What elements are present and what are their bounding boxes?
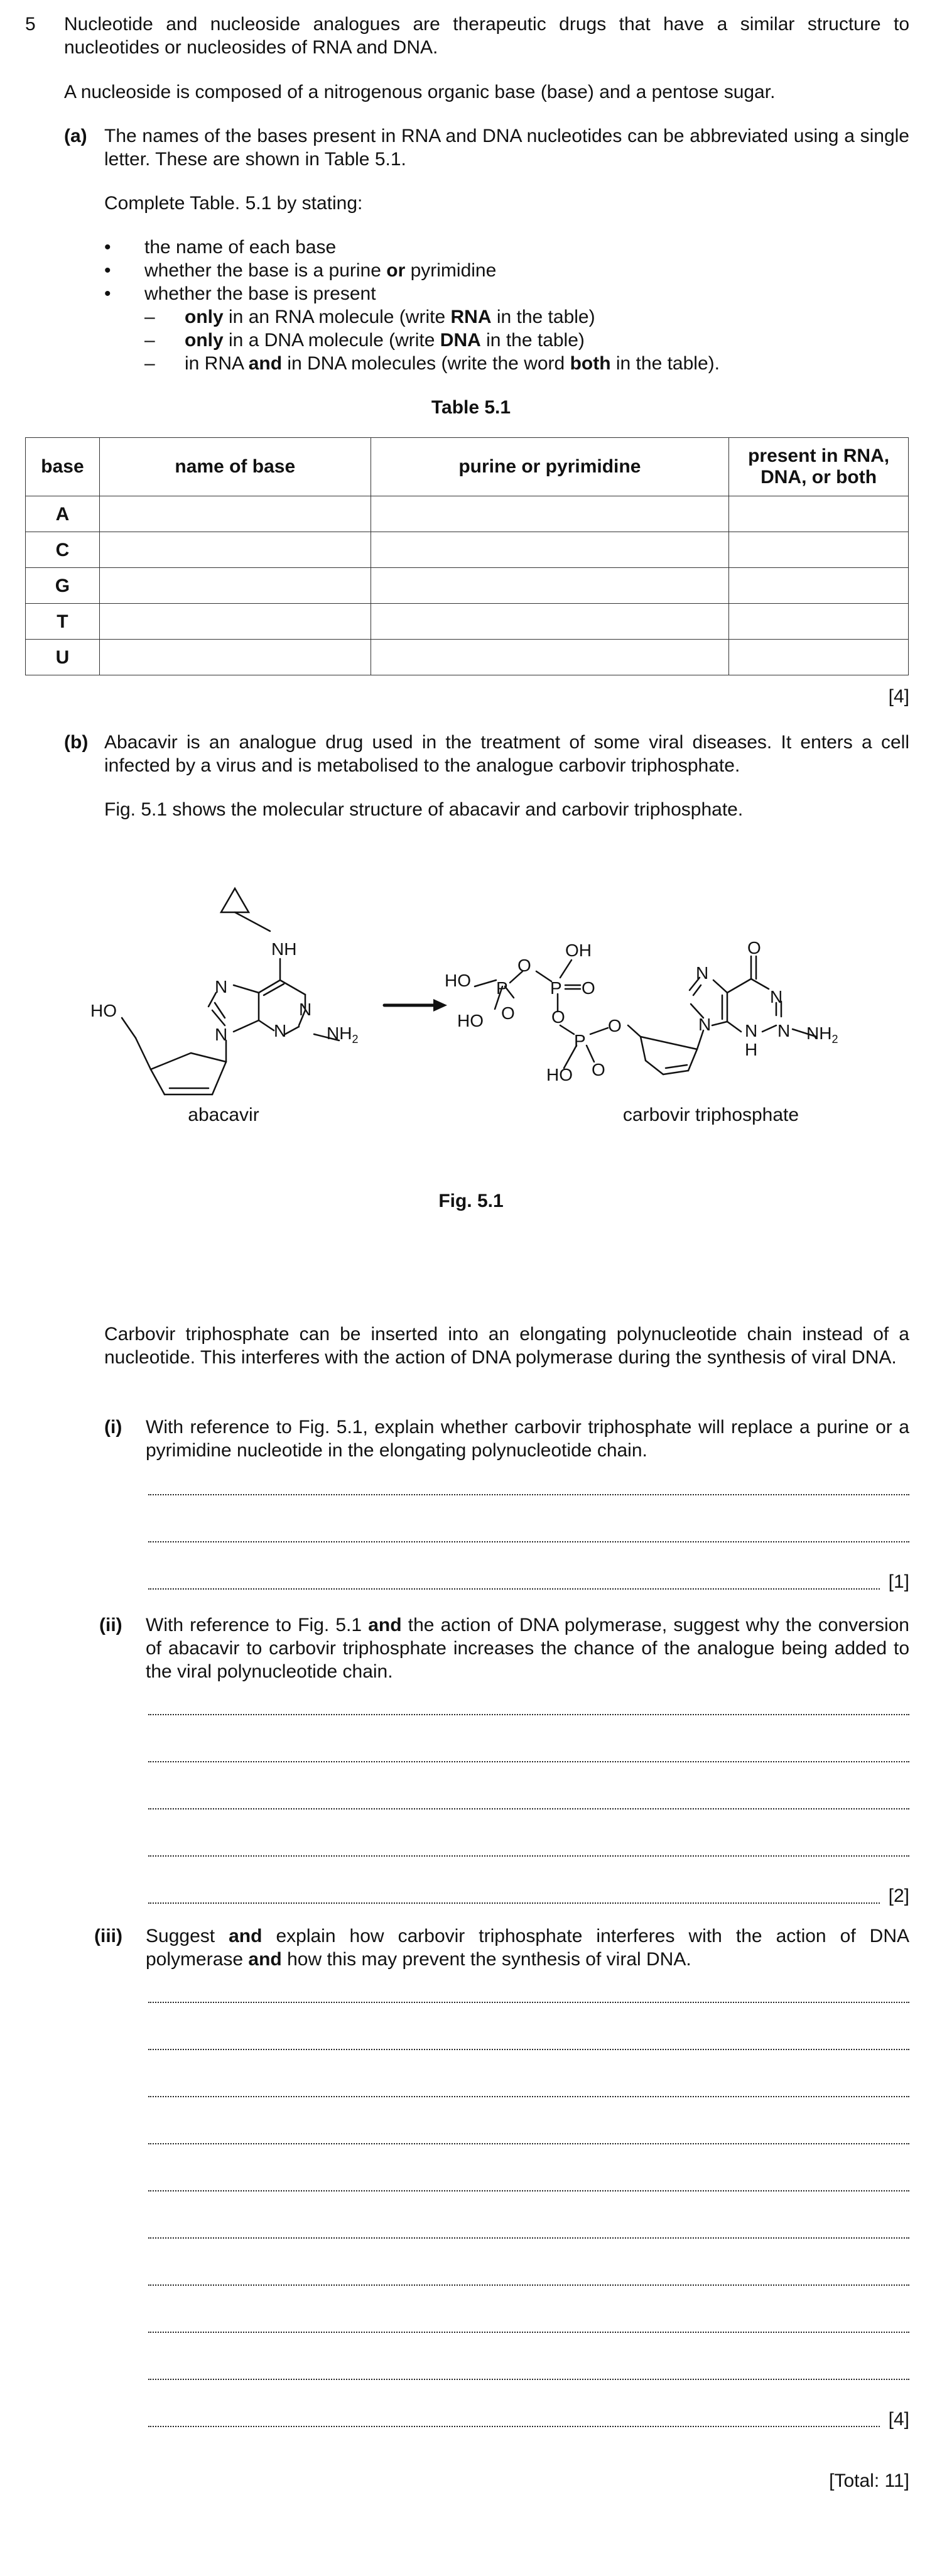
part-a-text: The names of the bases present in RNA and DNA nucleotides can be abbreviated using a single letter. These are shown in Table 5.1. [104,126,909,170]
label-p: P [550,978,562,998]
answer-cell[interactable] [371,496,729,532]
fig-ref-text: Fig. 5.1 shows the molecular structure of abacavir and carbovir triphosphate. [104,799,744,820]
answer-line[interactable] [148,2071,909,2097]
part-a-label: (a) [64,126,87,146]
label-n: N [215,977,228,996]
table-row [26,496,909,532]
answer-cell[interactable] [99,640,371,675]
label-n: N [299,1000,312,1019]
cyclopropyl-ring [221,888,249,912]
label-o: O [517,956,531,975]
answer-row [148,2401,909,2432]
base-cell: A [26,496,100,532]
label-o: O [747,938,761,958]
dash-dna: – only in a DNA molecule (write DNA in the table) [144,329,909,352]
table-row [26,604,909,640]
table-row [26,532,909,568]
table-row [26,640,909,675]
answer-area-i [148,1469,909,1615]
label-ho: HO [546,1065,573,1084]
label-o: O [551,1007,565,1027]
answer-cell[interactable] [371,532,729,568]
answer-cell[interactable] [99,496,371,532]
instruction-bullets [104,236,909,305]
part-b-ii-text: With reference to Fig. 5.1 and the action of DNA polymerase, suggest why the conversion of abacavir to carbovir triphosphate increases the chance of the analogue being added to the viral polynucleotide chain. [146,1615,909,1682]
label-n: N [777,1021,791,1040]
answer-line[interactable] [148,2024,909,2050]
header-present: present in RNA, DNA, or both [729,438,909,496]
label-nh: NH [271,939,297,959]
header-base: base [26,438,100,496]
part-a-instruction: Complete Table. 5.1 by stating: [104,193,363,214]
label-o: O [592,1060,605,1079]
label-n: N [215,1025,228,1044]
bullet-name: • the name of each base [104,236,909,259]
marks-ii: [2] [888,1886,909,1906]
instruction-dashes [144,305,909,375]
answer-line[interactable] [148,2212,909,2239]
answer-cell[interactable] [729,604,909,640]
answer-cell[interactable] [99,604,371,640]
answer-line[interactable] [148,2306,909,2333]
bullet-purine: • whether the base is a purine or pyrimidine [104,259,909,282]
label-h: H [745,1040,758,1059]
label-n: N [698,1015,712,1034]
intro-nucleoside: A nucleoside is composed of a nitrogenous organic base (base) and a pentose sugar. [64,82,776,102]
answer-cell[interactable] [99,532,371,568]
part-a-marks: [4] [888,686,909,707]
label-o: O [582,978,595,998]
marks-i: [1] [888,1571,909,1592]
label-oh: OH [565,941,592,960]
header-name: name of base [99,438,371,496]
question-number: 5 [25,14,36,35]
answer-cell[interactable] [371,604,729,640]
part-b-iii-label: (iii) [94,1926,122,1946]
answer-line[interactable] [148,2354,909,2380]
intro-text: Nucleotide and nucleoside analogues are therapeutic drugs that have a similar structure to nucleotides or nucleosides of RNA and DNA. [64,14,909,58]
dash-both: – in RNA and in DNA molecules (write the word both in the table). [144,352,909,375]
answer-cell[interactable] [729,496,909,532]
part-b-label: (b) [64,732,89,753]
label-p: P [574,1031,586,1051]
answer-line[interactable] [148,1977,909,2003]
base-cell: G [26,568,100,604]
answer-line[interactable] [148,2401,880,2427]
table-row [26,568,909,604]
answer-cell[interactable] [729,568,909,604]
answer-line[interactable] [148,1830,909,1857]
label-o: O [501,1003,515,1023]
answer-area-ii [148,1689,909,1929]
label-nh2: $NH_2$ [806,1023,838,1045]
answer-cell[interactable] [371,568,729,604]
answer-line[interactable] [148,2118,909,2144]
table-title: Table 5.1 [431,397,511,418]
base-cell: U [26,640,100,675]
base-cell: T [26,604,100,640]
answer-cell[interactable] [99,568,371,604]
label-o: O [608,1016,622,1035]
marks-iii: [4] [888,2409,909,2430]
figure-caption: Fig. 5.1 [438,1191,504,1211]
label-n: N [274,1021,287,1040]
answer-line[interactable] [148,1736,909,1762]
answer-line[interactable] [148,2259,909,2286]
answer-row [148,1877,909,1909]
part-b-text: Abacavir is an analogue drug used in the treatment of some viral diseases. It enters a cell infected by a virus and is metabolised to the analogue carbovir triphosphate. [104,732,909,776]
answer-line[interactable] [148,1689,909,1715]
answer-line[interactable] [148,2165,909,2191]
answer-line[interactable] [148,1516,909,1542]
bullet-present: • whether the base is present [104,282,909,305]
answer-line[interactable] [148,1783,909,1809]
table-5-1 [25,437,909,675]
answer-cell[interactable] [371,640,729,675]
carbovir-name: carbovir triphosphate [622,1105,799,1125]
label-n: N [770,987,783,1007]
abacavir-name: abacavir [188,1105,259,1125]
part-b-iii-text: Suggest and explain how carbovir triphosphate interferes with the action of DNA polymerase and how this may prevent the synthesis of viral DNA. [146,1926,910,1970]
total-marks: [Total: 11] [829,2470,909,2491]
label-p: P [496,978,508,998]
label-ho: HO [457,1011,484,1030]
answer-cell[interactable] [729,640,909,675]
answer-line[interactable] [148,1469,909,1495]
answer-cell[interactable] [729,532,909,568]
label-ho: HO [90,1001,117,1020]
part-b-i-text: With reference to Fig. 5.1, explain whether carbovir triphosphate will replace a purine or a pyrimidine nucleotide in the elongating polynucleotide chain. [146,1417,909,1461]
answer-row [148,1563,909,1595]
carbovir-paragraph: Carbovir triphosphate can be inserted into an elongating polynucleotide chain instead of a nucleotide. This interferes with the action of DNA polymerase during the synthesis of viral DNA. [104,1324,909,1368]
part-b-i-label: (i) [104,1417,122,1438]
answer-line[interactable] [148,1563,880,1590]
label-ho: HO [445,971,471,990]
label-n: N [696,963,709,983]
header-purine: purine or pyrimidine [371,438,729,496]
dash-rna: – only in an RNA molecule (write RNA in the table) [144,305,909,329]
answer-line[interactable] [148,1877,880,1904]
label-n: N [745,1021,758,1040]
base-cell: C [26,532,100,568]
part-b-ii-label: (ii) [99,1615,122,1635]
figure-5-1 [0,861,942,1150]
label-nh2: $NH_2$ [327,1023,359,1045]
answer-area-iii [148,1977,909,2453]
